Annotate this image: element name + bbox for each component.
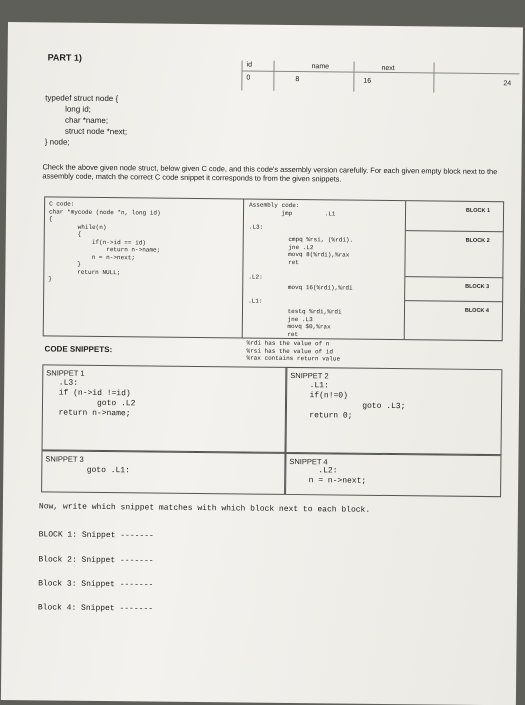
snippet-4-box	[285, 453, 501, 497]
snippet-3-box	[41, 450, 285, 495]
block-1-slot[interactable]: BLOCK 1	[406, 201, 504, 232]
asm-label-l1: .L1:	[248, 297, 263, 305]
block-4-slot[interactable]: BLOCK 4	[464, 307, 490, 315]
block-3-slot[interactable]: BLOCK 3	[405, 277, 503, 302]
snippet-3-title: SNIPPET 3	[45, 454, 84, 464]
answer-line-block-1[interactable]: BLOCK 1: Snippet -------	[38, 530, 154, 541]
answer-line-block-2[interactable]: Block 2: Snippet -------	[38, 555, 154, 566]
instructions: Check the above given node struct, below given C code, and this code's assembly version carefully. For each given empty block next to the assembly code, match the correct C code snippet it corresponds to from the given snippets.	[42, 162, 498, 184]
snippet-3-code: goto .L1:	[48, 465, 130, 476]
snippet-2-box	[286, 367, 503, 455]
snippet-1-title: SNIPPET 1	[46, 368, 85, 378]
asm-l2-body: movq 16(%rdi),%rdi	[248, 283, 353, 292]
snippets-title: CODE SNIPPETS:	[44, 344, 113, 355]
table-header-next: next	[381, 64, 395, 73]
worksheet-page	[1, 22, 523, 705]
part-title: PART 1)	[47, 52, 83, 63]
asm-jmp: jmp .L1	[248, 209, 336, 218]
code-table	[43, 196, 504, 341]
asm-l3-body: cmpq %rsi, (%rdi). jne .L2 movq 8(%rdi),%rax ret	[248, 235, 354, 266]
asm-l1-body: testq %rdi,%rdi jne .L3 movq $0,%rax ret	[247, 307, 342, 338]
snippet-2-code: .L1: if(n!=0) goto .L3; return 0;	[294, 381, 406, 421]
table-offset-8: 8	[295, 76, 300, 84]
question-text: Now, write which snippet matches with which block next to each block.	[38, 502, 371, 515]
table-offset-16: 16	[363, 77, 372, 85]
table-offset-0: 0	[246, 74, 251, 82]
answer-line-block-3[interactable]: Block 3: Snippet -------	[38, 579, 154, 590]
answer-line-block-4[interactable]: Block 4: Snippet -------	[37, 603, 154, 614]
snippet-1-code: .L3: if (n->id !=id) goto .L2 return n->name;	[48, 378, 136, 419]
register-notes: %rdi has the value of n %rsi has the value of id %rax contains return value	[246, 339, 341, 363]
table-header-id: id	[246, 61, 253, 69]
struct-definition: typedef struct node { long id; char *name; struct node *next; } node;	[44, 93, 128, 147]
offset-table	[233, 60, 523, 93]
snippet-4-title: SNIPPET 4	[289, 456, 328, 467]
table-header-name: name	[311, 63, 330, 71]
table-offset-24: 24	[503, 80, 512, 88]
asm-label-l2: .L2:	[248, 273, 263, 281]
snippet-4-code: .L2: n = n->next;	[294, 466, 367, 486]
block-2-slot[interactable]: BLOCK 2	[405, 231, 503, 278]
snippet-2-title: SNIPPET 2	[290, 370, 329, 381]
c-code: C code: char *mycode (node *n, long id) { while(n) { if(n->id == id) return n->name; n = n->next; } return NULL; }	[48, 200, 161, 283]
asm-label-l3: .L3:	[248, 223, 264, 231]
snippet-1-box	[42, 364, 287, 453]
asm-header: Assembly code:	[249, 201, 300, 210]
